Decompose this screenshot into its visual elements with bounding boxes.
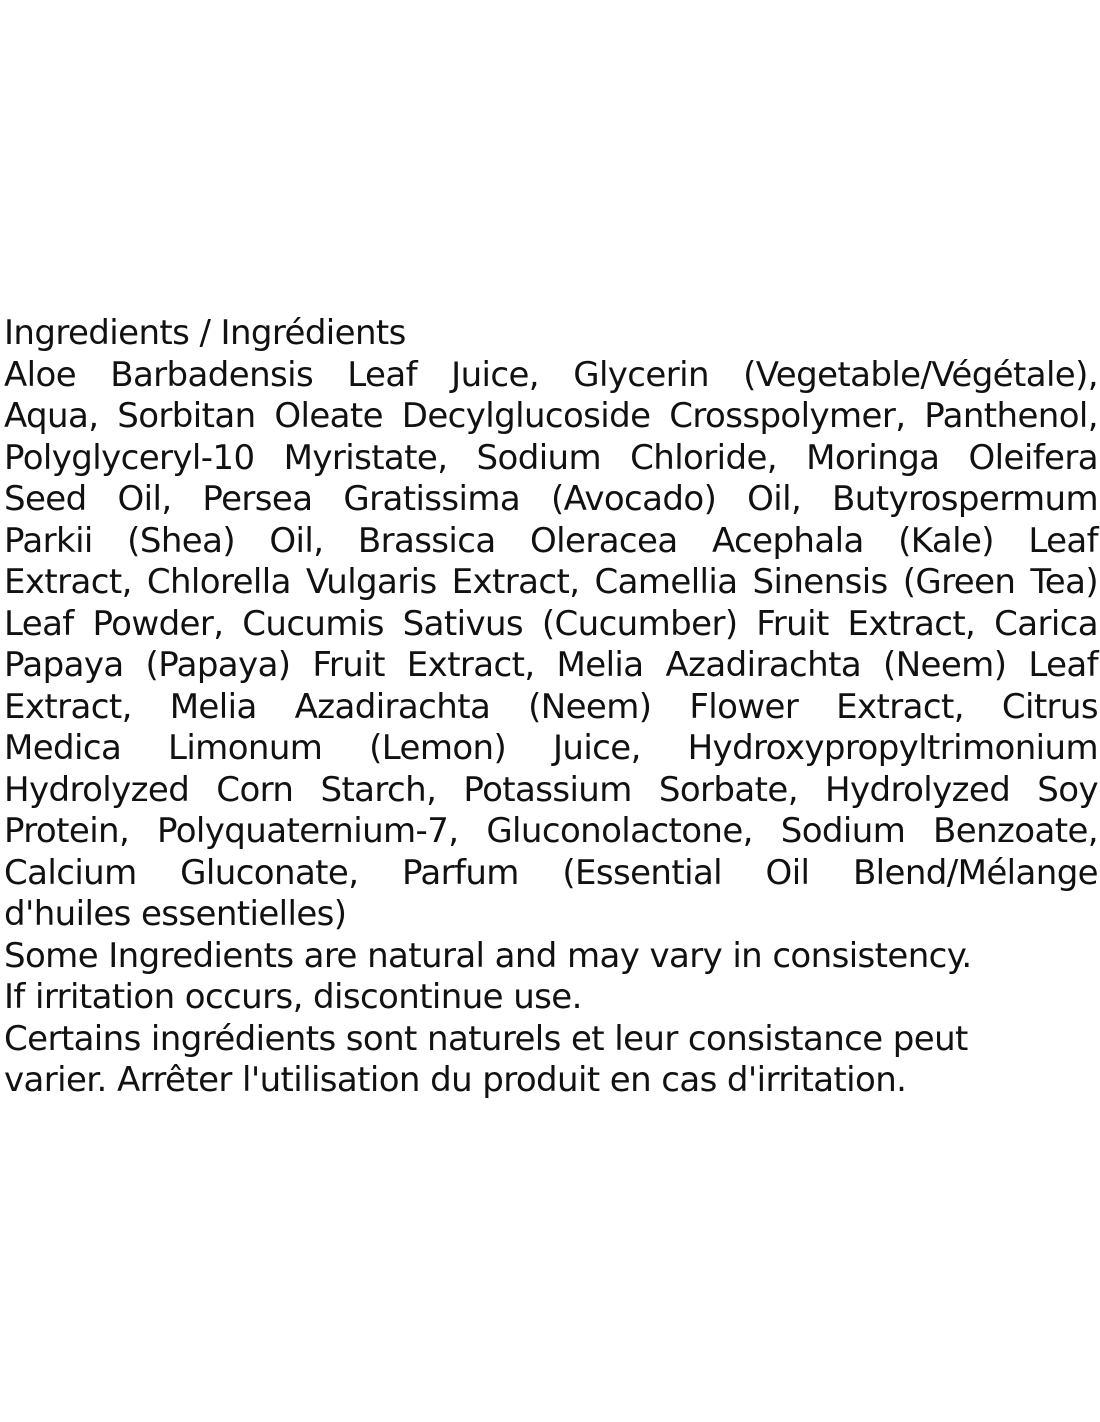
notice-french: varier. Arrêter l'utilisation du produit en cas d'irritation. — [4, 1060, 907, 1100]
ingredient-line: Hydrolyzed Corn Starch, Potassium Sorbate, Hydrolyzed Soy — [4, 769, 1098, 810]
ingredients-heading: Ingredients / Ingrédients — [4, 313, 406, 353]
ingredient-line: Extract, Melia Azadirachta (Neem) Flower Extract, Citrus — [4, 686, 1098, 727]
ingredient-line: Extract, Chlorella Vulgaris Extract, Camellia Sinensis (Green Tea) — [4, 562, 1098, 602]
ingredient-line: Calcium Gluconate, Parfum (Essential Oil Blend/Mélange — [4, 852, 1098, 893]
ingredient-line: Leaf Powder, Cucumis Sativus (Cucumber) Fruit Extract, Carica — [4, 603, 1098, 644]
notice-english: If irritation occurs, discontinue use. — [4, 977, 582, 1017]
ingredient-line: Medica Limonum (Lemon) Juice, Hydroxypropyltrimonium — [4, 728, 1098, 768]
ingredient-line: Aloe Barbadensis Leaf Juice, Glycerin (Vegetable/Végétale), — [4, 354, 1098, 395]
ingredient-line: Papaya (Papaya) Fruit Extract, Melia Azadirachta (Neem) Leaf — [4, 645, 1098, 685]
ingredient-label — [4, 313, 1098, 1102]
ingredient-line: Protein, Polyquaternium-7, Gluconolactone, Sodium Benzoate, — [4, 811, 1098, 851]
ingredient-line: Polyglyceryl-10 Myristate, Sodium Chloride, Moringa Oleifera — [4, 437, 1098, 478]
ingredient-line: Parkii (Shea) Oil, Brassica Oleracea Acephala (Kale) Leaf — [4, 520, 1098, 561]
ingredient-line: Seed Oil, Persea Gratissima (Avocado) Oil, Butyrospermum — [4, 479, 1098, 519]
ingredient-line: Aqua, Sorbitan Oleate Decylglucoside Crosspolymer, Panthenol, — [4, 396, 1098, 436]
notice-french: Certains ingrédients sont naturels et leur consistance peut — [4, 1018, 968, 1059]
notice-english: Some Ingredients are natural and may vary in consistency. — [4, 935, 972, 976]
ingredient-line: d'huiles essentielles) — [4, 894, 347, 934]
